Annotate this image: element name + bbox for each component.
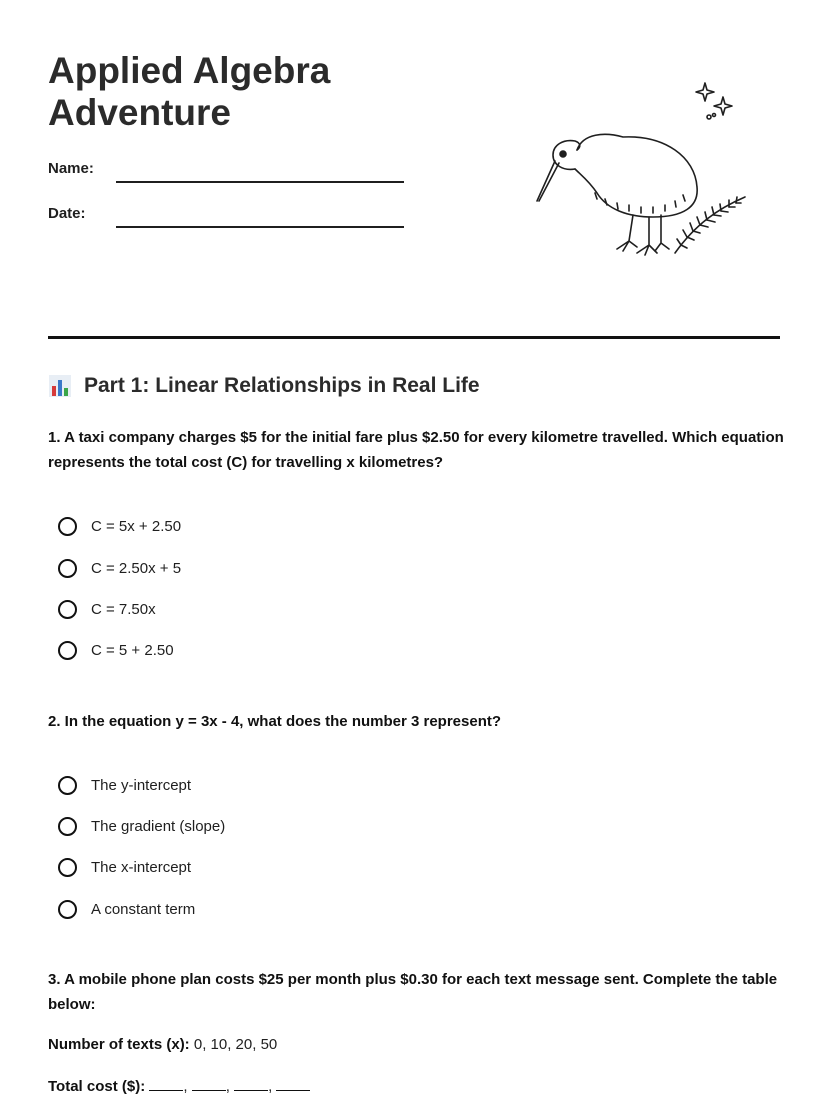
cost-blank-2[interactable] bbox=[192, 1076, 226, 1091]
date-field[interactable] bbox=[116, 226, 404, 228]
date-label: Date: bbox=[48, 205, 86, 222]
question-2-text: 2. In the equation y = 3x - 4, what does the number 3 represent? bbox=[48, 713, 502, 730]
option-label: The gradient (slope) bbox=[91, 818, 226, 835]
q1-option-4[interactable] bbox=[58, 641, 174, 660]
texts-label: Number of texts (x): bbox=[48, 1036, 190, 1053]
cost-blank-3[interactable] bbox=[234, 1076, 268, 1091]
radio-button-icon[interactable] bbox=[58, 776, 77, 795]
radio-button-icon[interactable] bbox=[58, 900, 77, 919]
option-label: C = 2.50x + 5 bbox=[91, 560, 182, 577]
option-label: C = 7.50x bbox=[91, 601, 156, 618]
q1-option-2[interactable] bbox=[58, 559, 181, 578]
cost-row: Total cost ($): , , , bbox=[48, 1076, 310, 1095]
cost-blank-1[interactable] bbox=[149, 1076, 183, 1091]
question-3-text: 3. A mobile phone plan costs $25 per month plus $0.30 for each text message sent. Complete the table below: bbox=[48, 971, 778, 1013]
q1-option-1[interactable] bbox=[58, 517, 181, 536]
name-label: Name: bbox=[48, 160, 94, 177]
option-label: C = 5 + 2.50 bbox=[91, 642, 174, 659]
q2-option-4[interactable] bbox=[58, 900, 195, 919]
option-label: The y-intercept bbox=[91, 777, 192, 794]
radio-button-icon[interactable] bbox=[58, 600, 77, 619]
option-label: A constant term bbox=[91, 901, 196, 918]
q2-option-1[interactable] bbox=[58, 776, 191, 795]
option-label: C = 5x + 2.50 bbox=[91, 518, 182, 535]
cost-label: Total cost ($): bbox=[48, 1078, 146, 1095]
radio-button-icon[interactable] bbox=[58, 641, 77, 660]
question-1-text: 1. A taxi company charges $5 for the initial fare plus $2.50 for every kilometre travelled. Which equation represents the total cost (C) for travelling x kilometres? bbox=[48, 429, 784, 471]
part1-title: Part 1: Linear Relationships in Real Life bbox=[84, 374, 480, 397]
worksheet-title bbox=[48, 50, 468, 134]
option-label: The x-intercept bbox=[91, 859, 192, 876]
radio-button-icon[interactable] bbox=[58, 817, 77, 836]
radio-button-icon[interactable] bbox=[58, 559, 77, 578]
title-line-1: Applied Algebra bbox=[48, 50, 331, 91]
q2-option-3[interactable] bbox=[58, 858, 191, 877]
texts-values: 0, 10, 20, 50 bbox=[193, 1036, 278, 1053]
cost-blank-4[interactable] bbox=[276, 1076, 310, 1091]
section-divider bbox=[48, 336, 780, 339]
part1-heading bbox=[48, 374, 480, 398]
title-line-2: Adventure bbox=[48, 92, 231, 133]
bar-chart-icon bbox=[48, 374, 72, 398]
kiwi-illustration-icon bbox=[525, 75, 755, 265]
name-field[interactable] bbox=[116, 181, 404, 183]
radio-button-icon[interactable] bbox=[58, 858, 77, 877]
q2-option-2[interactable] bbox=[58, 817, 225, 836]
texts-row bbox=[48, 1036, 277, 1053]
q1-option-3[interactable] bbox=[58, 600, 156, 619]
radio-button-icon[interactable] bbox=[58, 517, 77, 536]
